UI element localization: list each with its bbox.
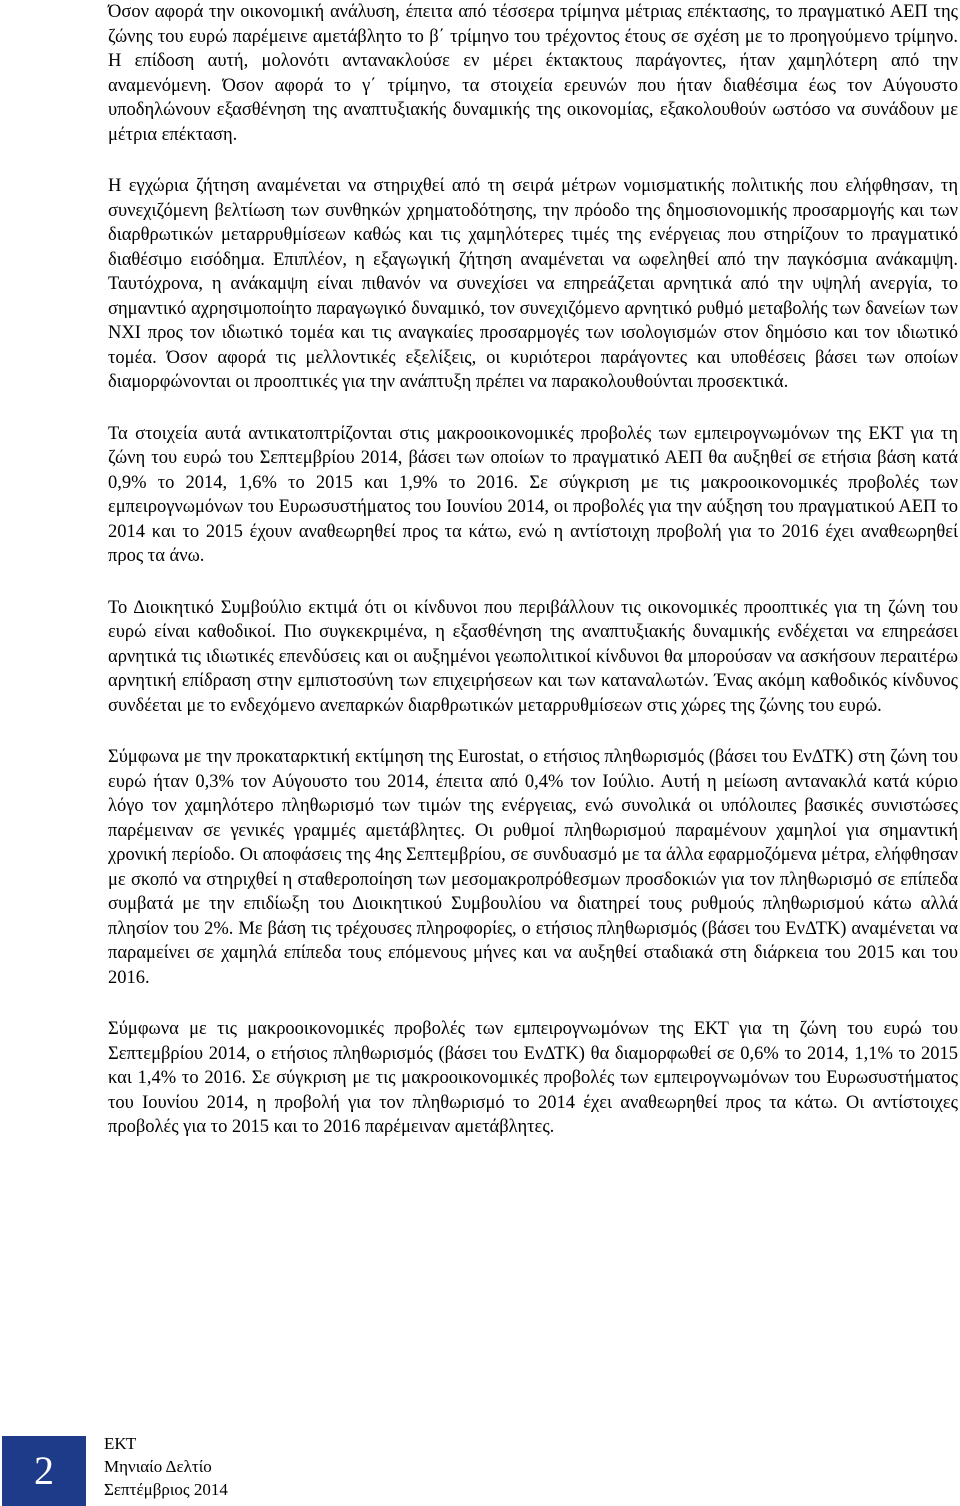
paragraph-domestic-demand: Η εγχώρια ζήτηση αναμένεται να στηριχθεί από τη σειρά μέτρων νομισματικής πολιτικής που ελήφθησαν, τη συνεχιζόμενη βελτίωση των συνθηκών χρηματοδότησης, την πρόοδο της δημοσιονομικής προσαρμογής και των διαρθρωτικών μεταρρυθμίσεων καθώς και τις χαμηλότερες τιμές της ενέργειας που στηρίζουν το πραγματικό διαθέσιμο εισόδημα. Επιπλέον, η εξαγωγική ζήτηση αναμένεται να ωφεληθεί από την παγκόσμια ανάκαμψη. Ταυτόχρονα, η ανάκαμψη είναι πιθανόν να συνεχίσει να επηρεάζεται αρνητικά από την υψηλή ανεργία, το σημαντικό αχρησιμοποίητο παραγωγικό δυναμικό, τον συνεχιζόμενο αρνητικό ρυθμό μεταβολής των δανείων των ΝΧΙ προς τον ιδιωτικό τομέα και τις αναγκαίες προσαρμογές των ισολογισμών στον δημόσιο και τον ιδιωτικό τομέα. Όσον αφορά τις μελλοντικές εξελίξεις, οι κυριότεροι παράγοντες και υποθέσεις βάσει των οποίων διαμορφώνονται οι προοπτικές για την ανάπτυξη πρέπει να παρακολουθούνται προσεκτικά. bbox=[108, 176, 958, 392]
paragraph-risks: Το Διοικητικό Συμβούλιο εκτιμά ότι οι κίνδυνοι που περιβάλλουν τις οικονομικές προοπτικές για τη ζώνη του ευρώ είναι καθοδικοί. Πιο συγκεκριμένα, η εξασθένηση της αναπτυξιακής δυναμικής ενδέχεται να επηρεάσει αρνητικά τις ιδιωτικές επενδύσεις και οι αυξημένοι γεωπολιτικοί κίνδυνοι θα μπορούσαν να ασκήσουν περαιτέρω αρνητική επίδραση στην εμπιστοσύνη των επιχειρήσεων και των καταναλωτών. Ένας ακόμη καθοδικός κίνδυνος συνδέεται με το ενδεχόμενο ανεπαρκών διαρθρωτικών μεταρρυθμίσεων στις χώρες της ζώνης του ευρώ. bbox=[108, 597, 958, 716]
paragraph-inflation: Σύμφωνα με την προκαταρκτική εκτίμηση της Eurostat, ο ετήσιος πληθωρισμός (βάσει του ΕνΔΤΚ) στη ζώνη του ευρώ ήταν 0,3% τον Αύγουστο του 2014, έπειτα από 0,4% τον Ιούλιο. Αυτή η μείωση αντανακλά κατά κύριο λόγο τον χαμηλότερο πληθωρισμό των τιμών της ενέργειας, ενώ συνολικά οι υπόλοιπες βασικές συνιστώσες παρέμειναν σε γενικές γραμμές αμετάβλητες. Οι ρυθμοί πληθωρισμού παραμένουν χαμηλοί για σημαντική χρονική περίοδο. Οι αποφάσεις της 4ης Σεπτεμβρίου, σε συνδυασμό με τα άλλα εφαρμοζόμενα μέτρα, ελήφθησαν με σκοπό να στηριχθεί η σταθεροποίηση των μεσομακροπρόθεσμων προσδοκιών για τον πληθωρισμό σε επίπεδα συμβατά με την επιδίωξη του Διοικητικού Συμβουλίου να διατηρεί τους ρυθμούς πληθωρισμού κάτω αλλά πλησίον του 2%. Με βάση τις τρέχουσες πληροφορίες, ο ετήσιος πληθωρισμός (βάσει του ΕνΔΤΚ) αναμένεται να παραμείνει σε χαμηλά επίπεδα τους επόμενους μήνες και να αυξηθεί σταδιακά στη διάρκεια του 2015 και του 2016. bbox=[108, 747, 958, 988]
paragraph-gdp-projections: Τα στοιχεία αυτά αντικατοπτρίζονται στις μακροοικονομικές προβολές των εμπειρογνωμόνων της ΕΚΤ για τη ζώνη του ευρώ του Σεπτεμβρίου 2014, βάσει των οποίων το πραγματικό ΑΕΠ θα αυξηθεί σε ετήσια βάση κατά 0,9% το 2014, 1,6% το 2015 και 1,9% το 2016. Σε σύγκριση με τις μακροοικονομικές προβολές των εμπειρογνωμόνων του Ευρωσυστήματος του Ιουνίου 2014, οι προβολές για την αύξηση του πραγματικού ΑΕΠ το 2014 και το 2015 έχουν αναθεωρηθεί προς τα κάτω, ενώ η αντίστοιχη προβολή για το 2016 έχει αναθεωρηθεί προς τα άνω. bbox=[108, 423, 958, 566]
document-body bbox=[108, 0, 958, 1167]
footer-publication-date: Σεπτέμβριος 2014 bbox=[104, 1480, 228, 1499]
paragraph-economic-analysis: Όσον αφορά την οικονομική ανάλυση, έπειτα από τέσσερα τρίμηνα μέτριας επέκτασης, το πραγματικό ΑΕΠ της ζώνης του ευρώ παρέμεινε αμετάβλητο το β΄ τρίμηνο του τρέχοντος έτους σε σχέση με το προηγούμενο τρίμηνο. Η επίδοση αυτή, μολονότι αντανακλούσε εν μέρει έκτακτους παράγοντες, ήταν χαμηλότερη από την αναμενόμενη. Όσον αφορά το γ΄ τρίμηνο, τα στοιχεία ερευνών που ήταν διαθέσιμα έως τον Αύγουστο υποδηλώνουν εξασθένηση της αναπτυξιακής δυναμικής της οικονομίας, εξακολουθούν ωστόσο να συνάδουν με μέτρια επέκταση. bbox=[108, 2, 958, 145]
footer-publisher: ΕΚΤ bbox=[104, 1434, 137, 1453]
footer-publication-title: Μηνιαίο Δελτίο bbox=[104, 1457, 212, 1476]
footer-publication-info bbox=[104, 1432, 228, 1501]
page-number: 2 bbox=[34, 1448, 54, 1493]
page-number-box bbox=[2, 1436, 86, 1506]
paragraph-inflation-projections: Σύμφωνα με τις μακροοικονομικές προβολές των εμπειρογνωμόνων της ΕΚΤ για τη ζώνη του ευρώ του Σεπτεμβρίου 2014, ο ετήσιος πληθωρισμός (βάσει του ΕνΔΤΚ) θα διαμορφωθεί σε 0,6% το 2014, 1,1% το 2015 και 1,4% το 2016. Σε σύγκριση με τις μακροοικονομικές προβολές των εμπειρογνωμόνων του Ευρωσυστήματος του Ιουνίου 2014, η προβολή για τον πληθωρισμό το 2014 έχει αναθεωρηθεί προς τα κάτω. Οι αντίστοιχες προβολές για το 2015 και το 2016 παρέμειναν αμετάβλητες. bbox=[108, 1019, 958, 1137]
